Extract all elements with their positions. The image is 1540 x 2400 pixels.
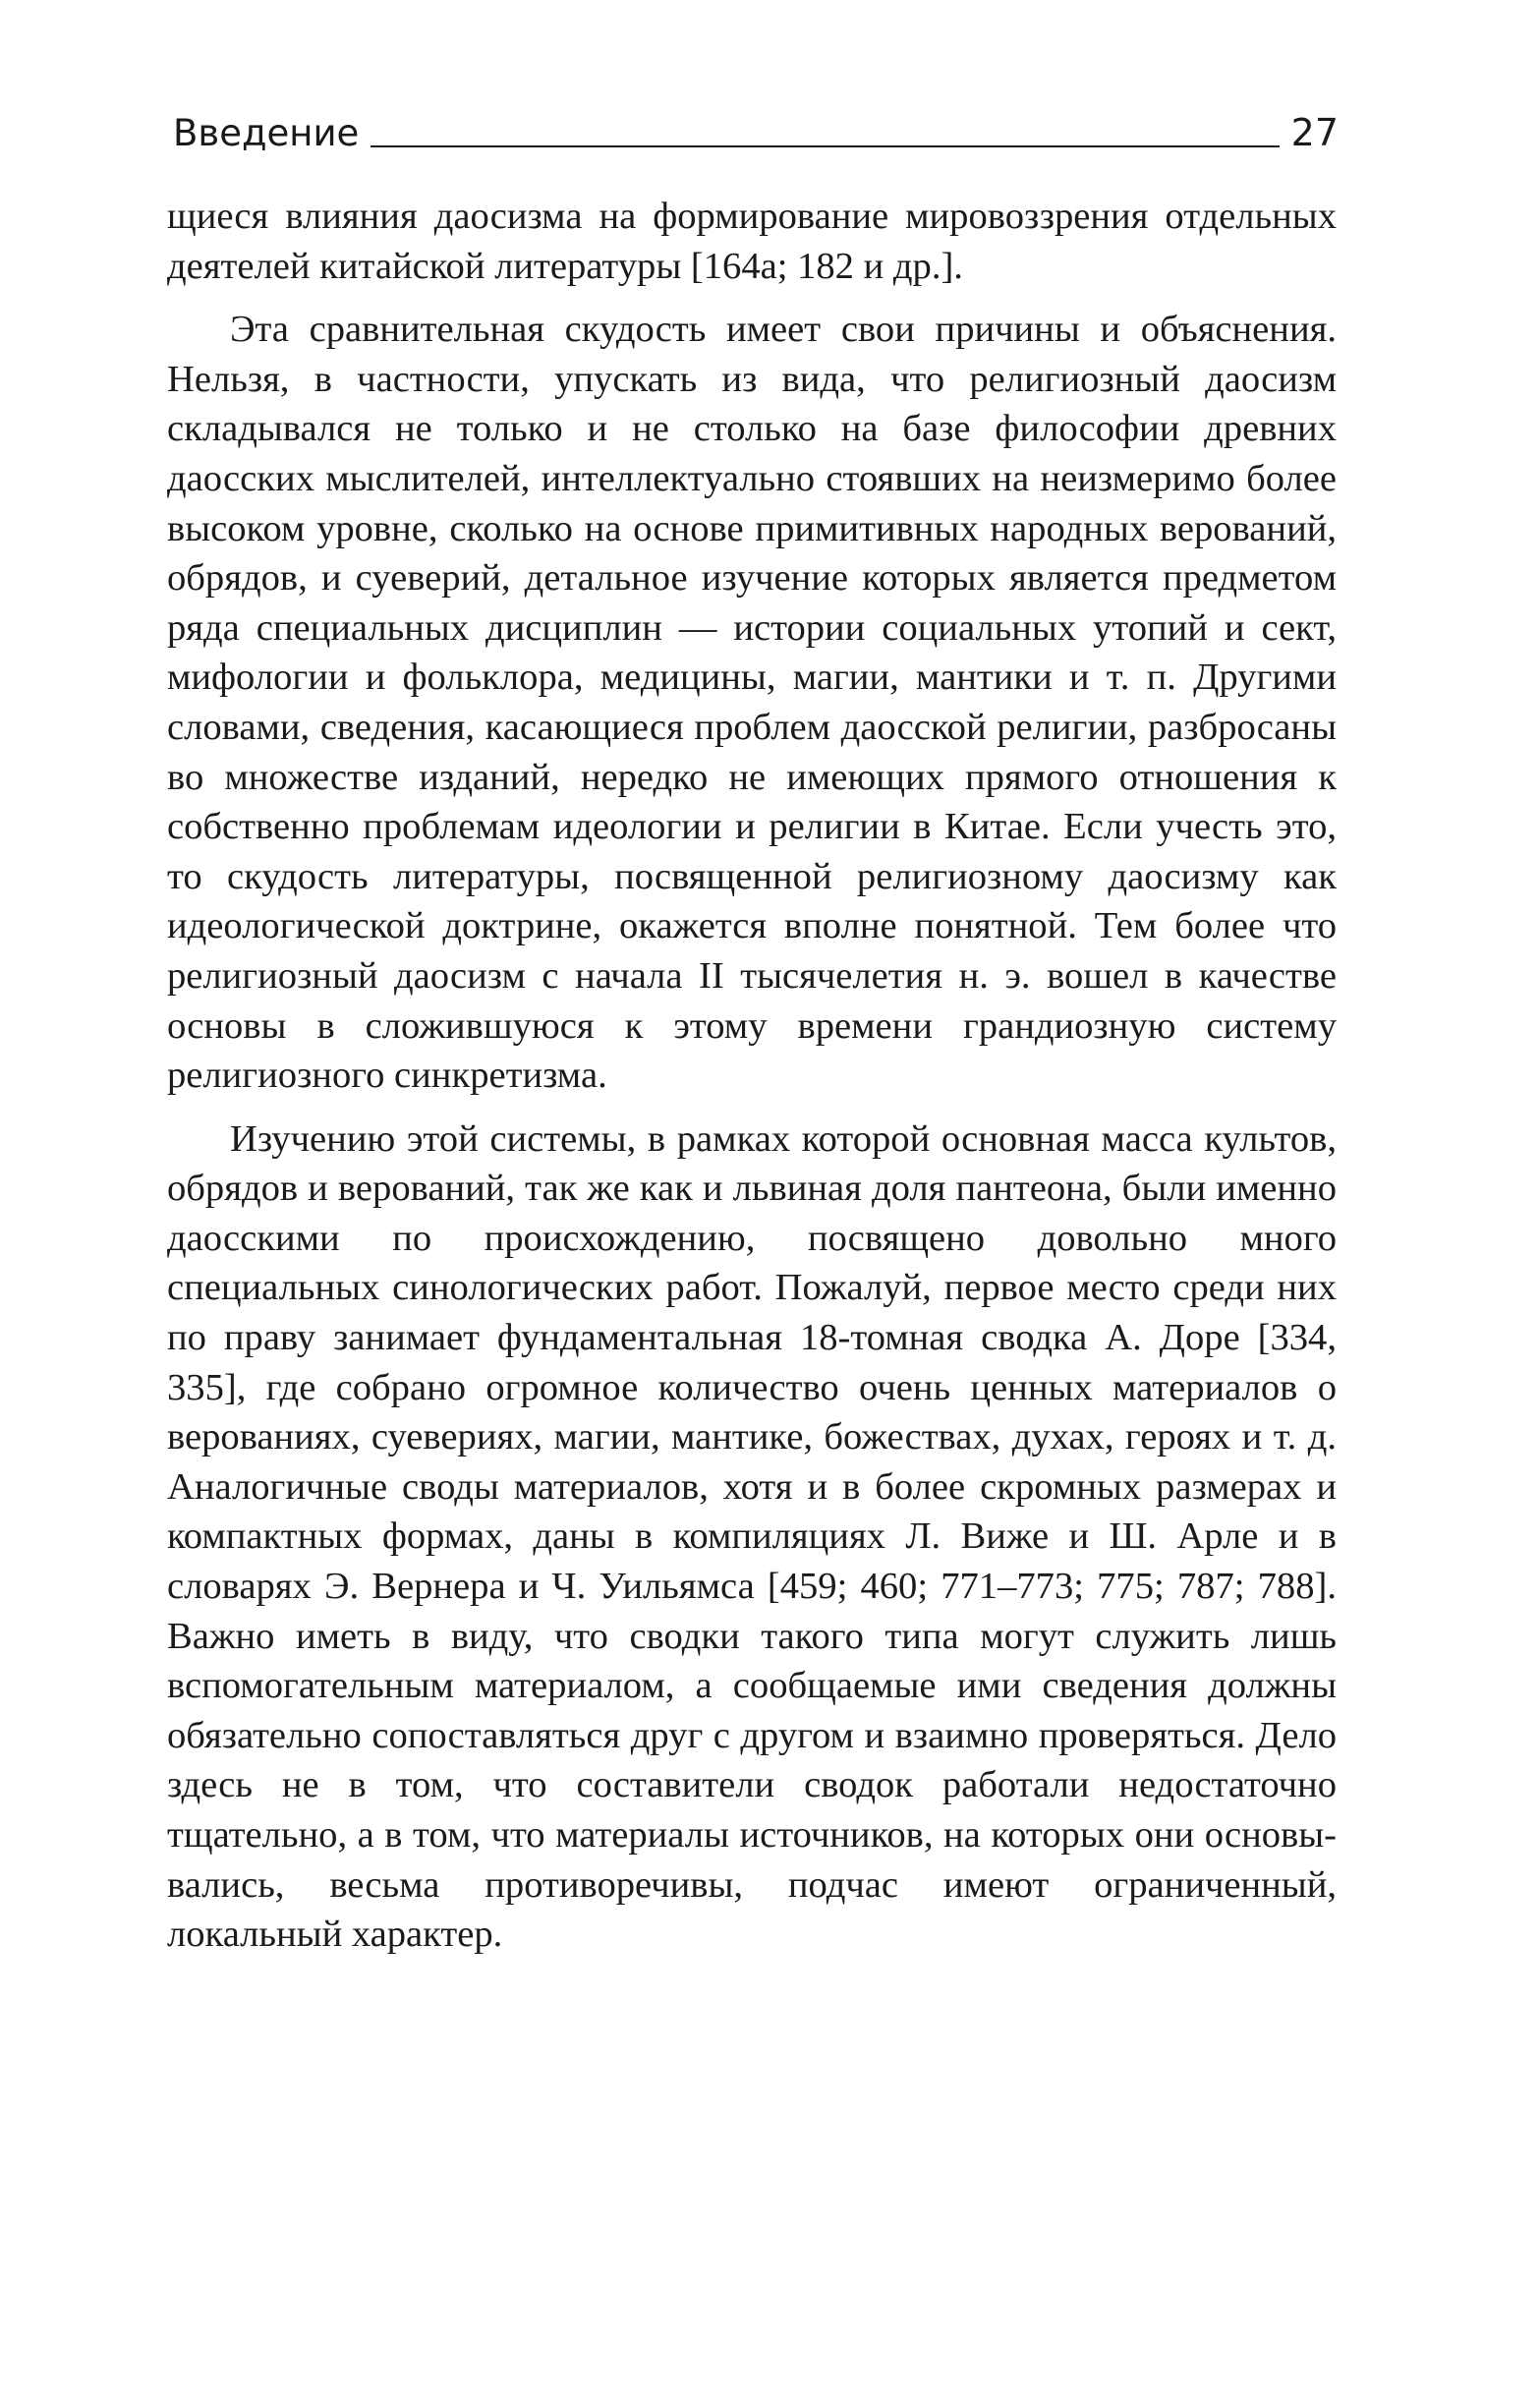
header-rule (371, 145, 1279, 147)
section-title: Введение (173, 112, 360, 154)
paragraph-continued: щиеся влияния даосизма на формирование мировоззрения отдельных деятелей китайской литературы [164а; 182 и др.]. (167, 196, 1337, 287)
running-head (173, 98, 1339, 157)
page-number: 27 (1290, 111, 1339, 154)
body-text (167, 192, 1337, 1960)
paragraph: Изучению этой системы, в рамках которой основная масса культов, обрядов и верований, так же как и львиная доля пантеона, были именно даосскими по происхождению, посвящено довольно много специальных синологических работ. Пожалуй, первое место среди них по праву занимает фундаментальная 18-томная сводка А. Доре [334, 335], где собрано огромное количество очень ценных материалов о верованиях, суевериях, магии, мантике, божествах, духах, героях и т. д. Аналогичные своды материалов, хотя и в более скромных размерах и компактных формах, даны в компиляциях Л. Виже и Ш. Арле и в словарях Э. Вернера и Ч. Уильямса [459; 460; 771–773; 775; 787; 788]. Важно иметь в виду, что сводки такого типа могут служить лишь вспомогательным материалом, а сообщаемые ими сведения должны обязательно сопоставляться друг с другом и взаимно проверяться. Дело здесь не в том, что составители сводок работали недостаточно тщательно, а в том, что материалы источников, на которых они основывались, весьма противоречивы, подчас имеют ограниченный, локальный характер. (167, 1117, 1337, 1956)
paragraph: Эта сравнительная скудость имеет свои причины и объяснения. Нельзя, в частности, упускать из вида, что религиозный даосизм складывался не только и не столько на базе философии древних даосских мыслителей, интеллектуально стоявших на неизмеримо более высоком уровне, сколько на основе примитивных народных верований, обрядов, и суеверий, детальное изучение которых является предметом ряда специальных дисциплин — истории социальных утопий и сект, мифологии и фольклора, медицины, магии, мантики и т. п. Другими словами, сведения, касающиеся проблем даосской религии, разбросаны во множестве изданий, нередко не имеющих прямого отношения к собственно проблемам идеологии и религии в Китае. Если учесть это, то скудость литературы, посвященной религиозному даосизму как идеологической доктрине, окажется вполне понятной. Тем более что религиозный даосизм с начала II тысячелетия н. э. вошел в качестве основы в сложившуюся к этому времени грандиозную систему религиозного синкретизма. (167, 309, 1337, 1097)
